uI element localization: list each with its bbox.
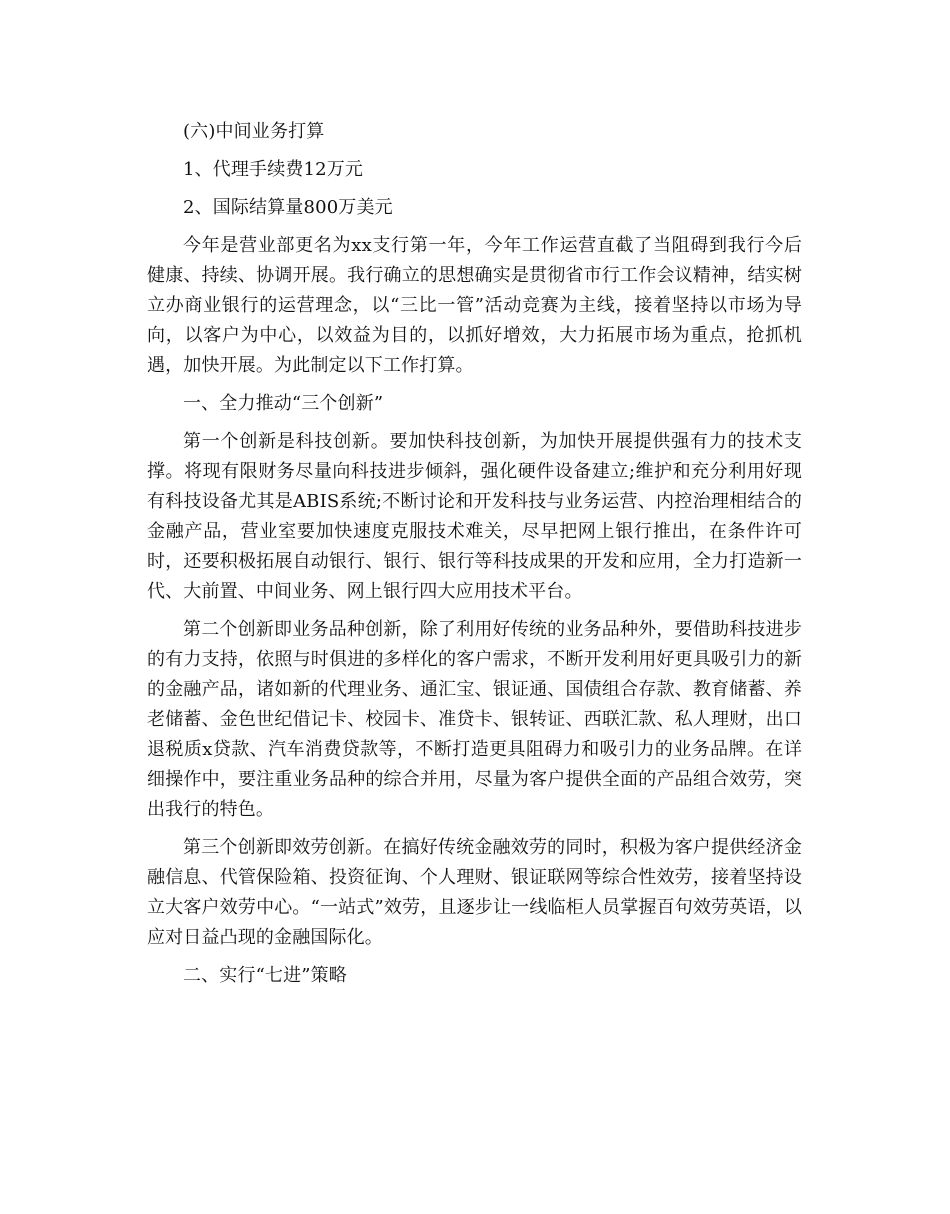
section-heading-three-innovations: 一、全力推动“三个创新”	[183, 393, 384, 414]
paragraph-product-innovation: 第二个创新即业务品种创新，除了利用好传统的业务品种外，要借助科技进步的有力支持，依照与时俱进的多样化的客户需求，不断开发利用好更具吸引力的新的金融产品，诸如新的代理业务、通汇宝、银证通、国债组合存款、教育储蓄、养老储蓄、金色世纪借记卡、校园卡、准贷卡、银转证、西联汇款、私人理财，出口退税质x贷款、汽车消费贷款等，不断打造更具阻碍力和吸引力的业务品牌。在详细操作中，要注重业务品种的综合并用，尽量为客户提供全面的产品组合效劳，突出我行的特色。	[147, 619, 802, 820]
list-item-international-settlement: 2、国际结算量800万美元	[183, 197, 393, 218]
paragraph-service-innovation: 第三个创新即效劳创新。在搞好传统金融效劳的同时，积极为客户提供经济金融信息、代管保险箱、投资征询、个人理财、银证联网等综合性效劳，接着坚持设立大客户效劳中心。“一站式”效劳，且逐步让一线临柜人员掌握百句效劳英语，以应对日益凸现的金融国际化。	[147, 837, 802, 948]
paragraph-intro: 今年是营业部更名为xx支行第一年，今年工作运营直截了当阻碍到我行今后健康、持续、协调开展。我行确立的思想确实是贯彻省市行工作会议精神，结实树立办商业银行的运营理念，以“三比一管”活动竞赛为主线，接着坚持以市场为导向，以客户为中心，以效益为目的，以抓好增效，大力拓展市场为重点，抢抓机遇，加快开展。为此制定以下工作打算。	[147, 235, 802, 376]
paragraph-tech-innovation: 第一个创新是科技创新。要加快科技创新，为加快开展提供强有力的技术支撑。将现有限财务尽量向科技进步倾斜，强化硬件设备建立;维护和充分利用好现有科技设备尤其是ABIS系统;不断讨论和开发科技与业务运营、内控治理相结合的金融产品，营业室要加快速度克服技术难关，尽早把网上银行推出，在条件许可时，还要积极拓展自动银行、银行、银行等科技成果的开发和应用，全力打造新一代、大前置、中间业务、网上银行四大应用技术平台。	[147, 431, 802, 602]
list-item-agency-fees: 1、代理手续费12万元	[183, 159, 364, 180]
section-heading-intermediate-business: (六)中间业务打算	[183, 121, 325, 142]
section-heading-seven-strategies: 二、实行“七进”策略	[183, 965, 347, 986]
document-body	[147, 117, 802, 999]
